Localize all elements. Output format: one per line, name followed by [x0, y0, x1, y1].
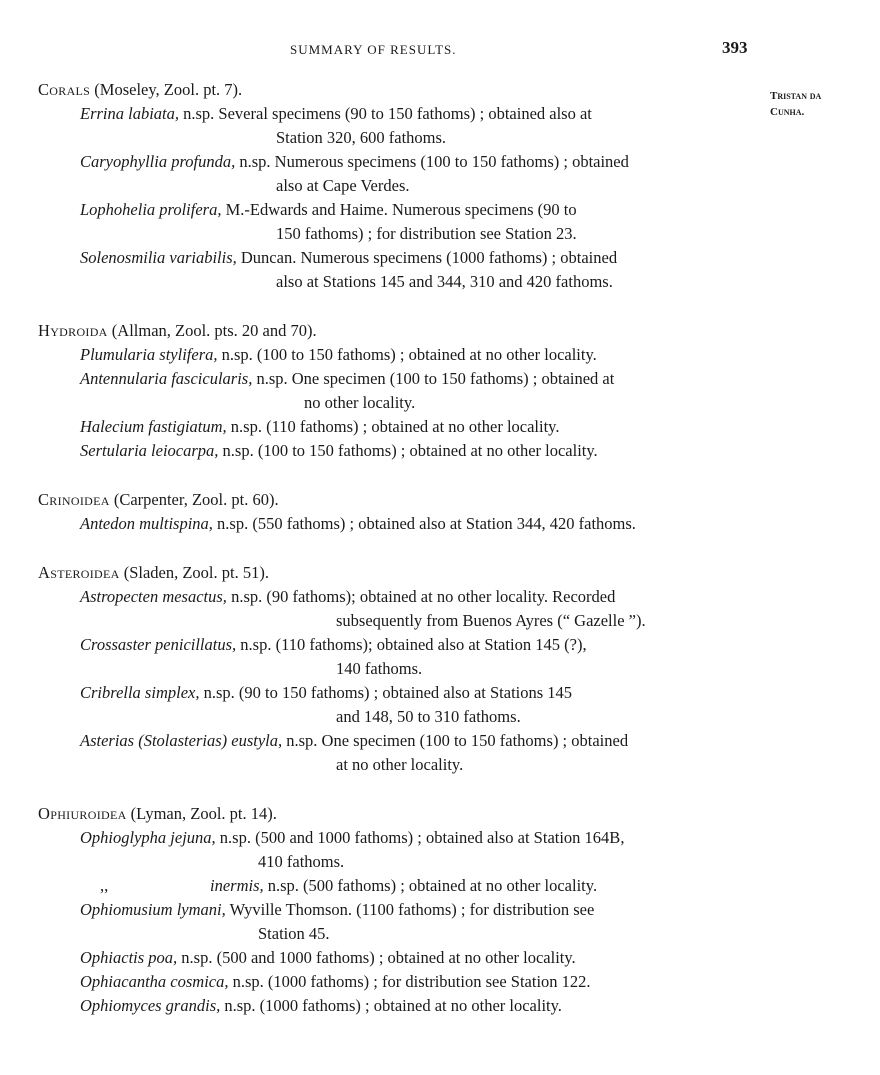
entry-text: n.sp. Numerous specimens (100 to 150 fathoms) ; obtained [235, 152, 629, 171]
entry-continuation: subsequently from Buenos Ayres (“ Gazelle ”). [336, 611, 646, 630]
margin-note-line: Cunha. [770, 106, 805, 118]
group-name: Asteroidea [38, 563, 120, 582]
entry-text: Duncan. Numerous specimens (1000 fathoms) ; obtained [236, 248, 618, 267]
group-asteroidea [38, 561, 758, 777]
entry-continuation: 140 fathoms. [336, 659, 423, 678]
species-entry [80, 198, 758, 246]
entry-text: n.sp. (500 and 1000 fathoms) ; obtained at no other locality. [177, 948, 576, 967]
species-name: Antedon multispina, [80, 514, 213, 533]
species-entry [80, 415, 758, 439]
page-header [0, 38, 880, 62]
group-heading [38, 561, 758, 585]
species-entry [80, 343, 758, 367]
species-entry [80, 150, 758, 198]
entry-continuation: 410 fathoms. [258, 852, 345, 871]
entry-text: n.sp. (100 to 150 fathoms) ; obtained at no other locality. [217, 345, 597, 364]
species-name: Ophiomusium lymani, [80, 900, 226, 919]
entry-text: n.sp. (100 to 150 fathoms) ; obtained at no other locality. [218, 441, 598, 460]
group-heading [38, 802, 758, 826]
species-entry [80, 367, 758, 415]
results-body [38, 78, 758, 1043]
group-corals [38, 78, 758, 294]
species-entry [80, 729, 758, 777]
page-number: 393 [722, 38, 748, 57]
group-heading [38, 488, 758, 512]
species-name: Ophioglypha jejuna, [80, 828, 216, 847]
entry-text: n.sp. (1000 fathoms) ; for distribution see Station 122. [228, 972, 591, 991]
group-reference: (Carpenter, Zool. pt. 60). [109, 490, 279, 509]
group-name: Corals [38, 80, 91, 99]
species-name: Ophiacantha cosmica, [80, 972, 229, 991]
species-entry [80, 681, 758, 729]
entry-continuation: 150 fathoms) ; for distribution see Station 23. [276, 224, 577, 243]
species-name: Crossaster penicillatus, [80, 635, 237, 654]
entry-continuation: at no other locality. [336, 755, 464, 774]
species-name: Plumularia stylifera, [80, 345, 218, 364]
entry-text: n.sp. One specimen (100 to 150 fathoms) ; obtained [282, 731, 629, 750]
entry-text: n.sp. (550 fathoms) ; obtained also at Station 344, 420 fathoms. [212, 514, 636, 533]
species-name: Lophohelia prolifera, [80, 200, 222, 219]
group-reference: (Moseley, Zool. pt. 7). [90, 80, 243, 99]
species-name: Asterias (Stolasterias) eustyla, [80, 731, 283, 750]
group-reference: (Lyman, Zool. pt. 14). [126, 804, 277, 823]
entry-text: n.sp. (1000 fathoms) ; obtained at no other locality. [220, 996, 562, 1015]
entry-continuation: no other locality. [304, 393, 416, 412]
entry-text: n.sp. Several specimens (90 to 150 fathoms) ; obtained also at [179, 104, 592, 123]
entry-continuation: Station 320, 600 fathoms. [276, 128, 447, 147]
species-entry [80, 246, 758, 294]
species-name: Ophiactis poa, [80, 948, 178, 967]
species-name: inermis, [210, 876, 264, 895]
species-entry [80, 585, 758, 633]
running-title: SUMMARY OF RESULTS. [290, 42, 457, 57]
entry-text: n.sp. (90 fathoms); obtained at no other locality. Recorded [226, 587, 616, 606]
species-name: Astropecten mesactus, [80, 587, 227, 606]
group-reference: (Allman, Zool. pts. 20 and 70). [107, 321, 317, 340]
species-entry [80, 826, 758, 874]
species-entry [80, 994, 758, 1018]
entry-text: n.sp. (90 to 150 fathoms) ; obtained also at Stations 145 [199, 683, 573, 702]
entry-text: M.-Edwards and Haime. Numerous specimens (90 to [221, 200, 577, 219]
species-entry [80, 633, 758, 681]
ditto-mark: ,, [100, 876, 109, 895]
entry-text: n.sp. (110 fathoms); obtained also at Station 145 (?), [236, 635, 587, 654]
entry-text: n.sp. One specimen (100 to 150 fathoms) ; obtained at [252, 369, 615, 388]
entry-text: n.sp. (110 fathoms) ; obtained at no other locality. [226, 417, 560, 436]
margin-note-line: Tristan da [770, 90, 822, 102]
species-name: Halecium fastigiatum, [80, 417, 227, 436]
species-entry [80, 102, 758, 150]
entry-continuation: also at Stations 145 and 344, 310 and 420 fathoms. [276, 272, 613, 291]
species-name: Caryophyllia profunda, [80, 152, 236, 171]
group-ophiuroidea [38, 802, 758, 1018]
group-hydroida [38, 319, 758, 463]
group-heading [38, 78, 758, 102]
group-reference: (Sladen, Zool. pt. 51). [119, 563, 269, 582]
species-name: Sertularia leiocarpa, [80, 441, 219, 460]
entry-text: n.sp. (500 fathoms) ; obtained at no other locality. [263, 876, 598, 895]
entry-text: n.sp. (500 and 1000 fathoms) ; obtained also at Station 164B, [215, 828, 625, 847]
entry-continuation: Station 45. [258, 924, 330, 943]
entry-continuation: and 148, 50 to 310 fathoms. [336, 707, 521, 726]
group-name: Hydroida [38, 321, 108, 340]
species-name: Cribrella simplex, [80, 683, 200, 702]
group-name: Crinoidea [38, 490, 110, 509]
group-crinoidea [38, 488, 758, 536]
species-name: Errina labiata, [80, 104, 180, 123]
species-entry [80, 512, 758, 536]
group-heading [38, 319, 758, 343]
species-entry [80, 970, 758, 994]
species-entry [80, 439, 758, 463]
entry-continuation: also at Cape Verdes. [276, 176, 410, 195]
species-entry [80, 946, 758, 970]
species-name: Solenosmilia variabilis, [80, 248, 237, 267]
species-name: Antennularia fascicularis, [80, 369, 253, 388]
group-name: Ophiuroidea [38, 804, 127, 823]
species-entry [80, 898, 758, 946]
species-entry [80, 874, 758, 898]
entry-text: Wyville Thomson. (1100 fathoms) ; for distribution see [225, 900, 595, 919]
margin-note [770, 88, 870, 120]
species-name: Ophiomyces grandis, [80, 996, 221, 1015]
